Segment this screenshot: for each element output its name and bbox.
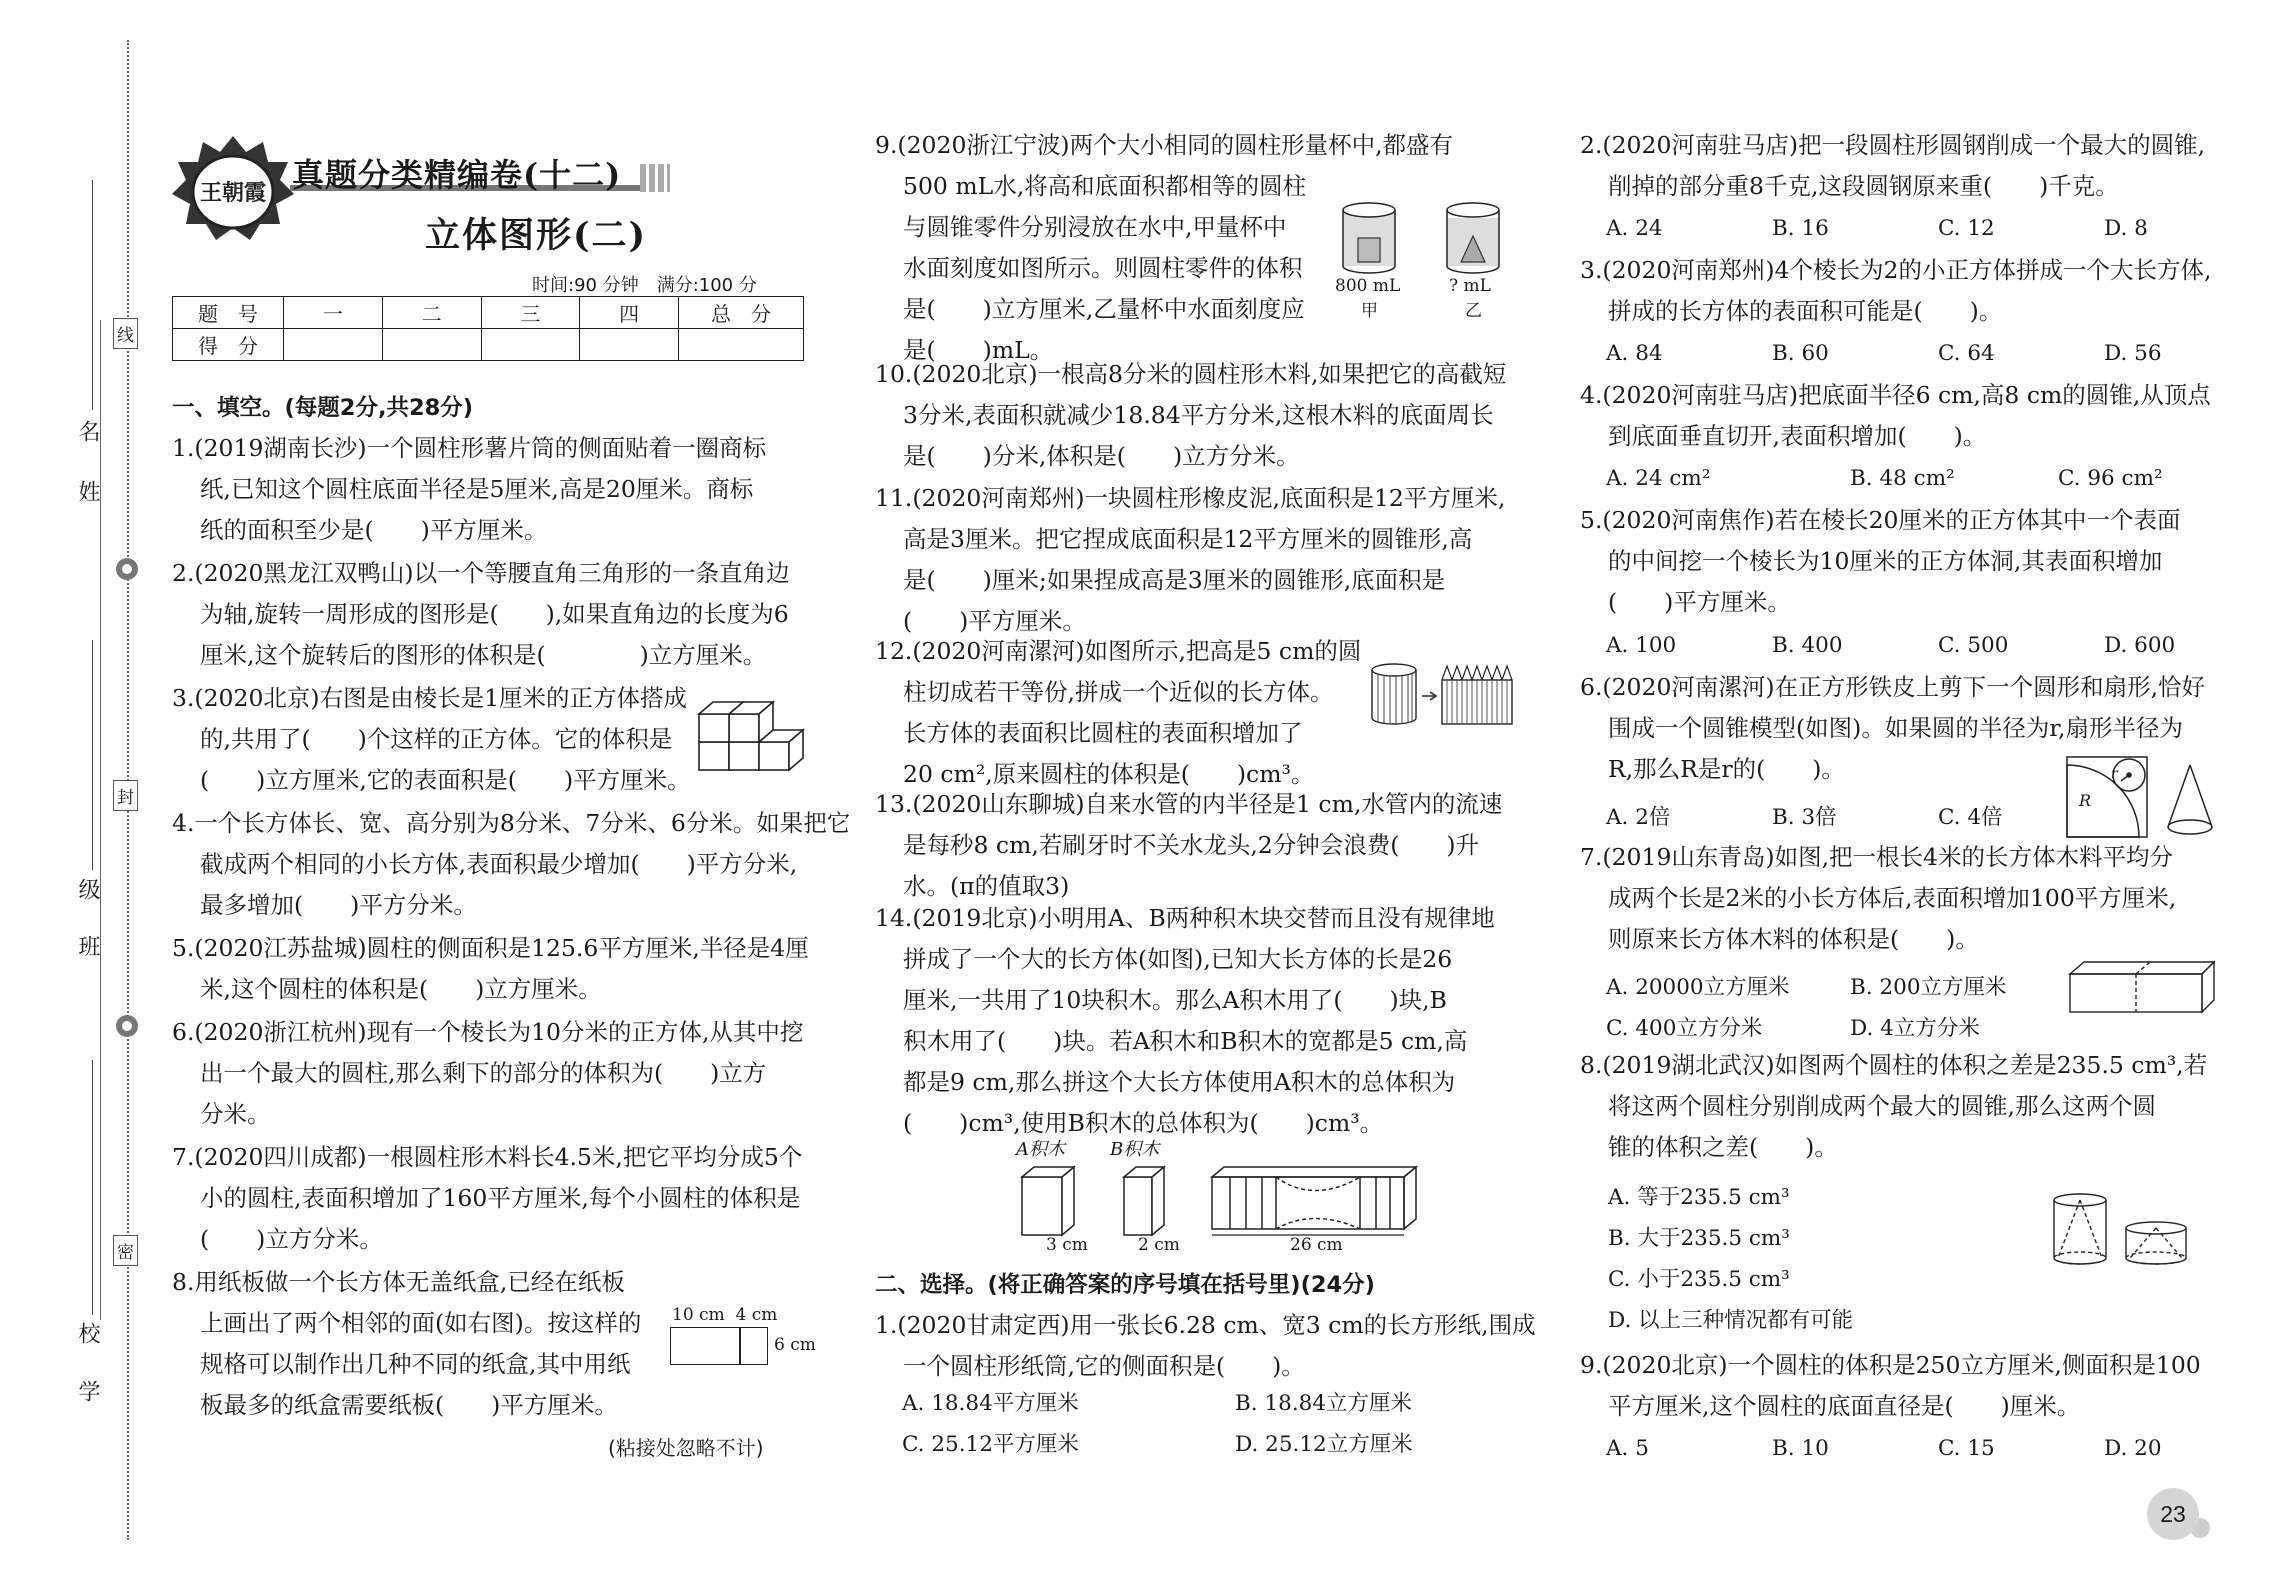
choice-question-9: 9.(2020北京)一个圆柱的体积是250立方厘米,侧面积是100 平方厘米,这个圆柱的底面直径是( )厘米。 [1580,1351,2201,1420]
table-cell: 得 分 [173,329,284,361]
option-c[interactable]: C. 15 [1938,1436,1995,1461]
fill-question-1: 1.(2019湖南长沙)一个圆柱形薯片筒的侧面贴着一圈商标 纸,已知这个圆柱底面半径是5厘米,高是20厘米。商标 纸的面积至少是( )平方厘米。 [172,434,767,544]
fill-question-3: 3.(2020北京)右图是由棱长是1厘米的正方体搭成 的,共用了( )个这样的正方体。它的体积是 ( )立方厘米,它的表面积是( )平方厘米。 [172,684,691,794]
school-field-line [92,1060,93,1315]
name-label-2: 名 [75,420,100,446]
class-label-1: 班 [75,935,100,961]
binding-mark-mi: 密 [113,1235,138,1266]
block-a-shape [1020,1165,1080,1237]
option-d[interactable]: D. 25.12立方厘米 [1235,1432,1413,1457]
cup-b-name: 乙 [1465,301,1482,321]
option-d[interactable]: D. 600 [2104,633,2176,658]
option-d[interactable]: D. 8 [2104,216,2148,241]
fill-question-13: 13.(2020山东聊城)自来水管的内半径是1 cm,水管内的流速 是每秒8 cm,若刷牙时不关水龙头,2分钟会浪费( )升 水。(π的值取3) [875,790,1503,900]
choice-question-3: 3.(2020河南郑州)4个棱长为2的小正方体拼成一个大长方体, 拼成的长方体的表面积可能是( )。 [1580,256,2212,325]
option-a[interactable]: A. 24 [1606,216,1663,241]
choice-question-6: 6.(2020河南漯河)在正方形铁皮上剪下一个圆形和扇形,恰好 围成一个圆锥模型(如图)。如果圆的半径为r,扇形半径为 R,那么R是r的( )。 [1580,673,2206,783]
cup-b-with-cone [1445,192,1501,274]
fill-question-6: 6.(2020浙江杭州)现有一个棱长为10分米的正方体,从其中挖 出一个最大的圆柱,那么剩下的部分的体积为( )立方 分米。 [172,1018,804,1128]
table-cell: 总 分 [679,297,804,329]
choice-question-2: 2.(2020河南驻马店)把一段圆柱形圆钢削成一个最大的圆锥, 削掉的部分重8千克,这段圆钢原来重( )千克。 [1580,131,2206,200]
cube-stack-figure [695,692,805,774]
option-a[interactable]: A. 84 [1606,341,1663,366]
block-b-shape [1122,1165,1170,1237]
option-b[interactable]: B. 大于235.5 cm³ [1608,1226,1790,1251]
swirl-icon [113,555,141,583]
svg-text:王朝霞: 王朝霞 [199,180,267,206]
choice-question-8: 8.(2019湖北武汉)如图两个圆柱的体积之差是235.5 cm³,若 将这两个圆柱分别削成两个最大的圆锥,那么这两个圆 锥的体积之差( )。 [1580,1051,2208,1161]
option-c[interactable]: C. 12 [1938,216,1995,241]
block-b-label: B积木 [1110,1139,1160,1160]
school-label-1: 学 [75,1380,100,1406]
option-b[interactable]: B. 16 [1772,216,1829,241]
name-label-1: 姓 [75,480,100,506]
cup-a-with-cylinder [1341,192,1397,274]
section1-title: 一、填空。(每题2分,共28分) [172,395,474,421]
option-d[interactable]: D. 4立方分米 [1850,1016,1980,1041]
option-b[interactable]: B. 400 [1772,633,1843,658]
score-input-cell[interactable] [580,329,679,361]
small-radius-label: r [2111,766,2118,782]
table-cell: 二 [382,297,481,329]
exam-title: 真题分类精编卷(十二) [292,156,622,194]
score-table-score-row [173,329,804,361]
option-c[interactable]: C. 小于235.5 cm³ [1608,1267,1790,1292]
score-input-cell[interactable] [481,329,580,361]
option-a[interactable]: A. 2倍 [1606,805,1671,830]
option-b[interactable]: B. 3倍 [1772,805,1837,830]
option-c[interactable]: C. 25.12平方厘米 [902,1432,1079,1457]
option-c[interactable]: C. 4倍 [1938,805,2003,830]
cone-net-figure [2065,755,2215,839]
fill-question-2: 2.(2020黑龙江双鸭山)以一个等腰直角三角形的一条直角边 为轴,旋转一周形成的图形是( ),如果直角边的长度为6 厘米,这个旋转后的图形的体积是( )立方厘米。 [172,559,790,669]
cup-a-value: 800 mL [1335,276,1401,296]
page-number: 23 [2147,1488,2199,1540]
option-c[interactable]: C. 96 cm² [2058,466,2163,491]
fill-question-10: 10.(2020北京)一根高8分米的圆柱形木料,如果把它的高截短 3分米,表面积就减少18.84平方分米,这根木料的底面周长 是( )分米,体积是( )立方分米。 [875,360,1507,470]
class-field-line [92,640,93,870]
option-b[interactable]: B. 18.84立方厘米 [1235,1391,1413,1416]
square-with-sector [2065,755,2149,839]
assembled-total-dim: 26 cm [1290,1235,1343,1255]
fill-question-5: 5.(2020江苏盐城)圆柱的侧面积是125.6平方厘米,半径是4厘 米,这个圆柱的体积是( )立方厘米。 [172,934,809,1003]
net-face-small [740,1327,768,1365]
choice-question-7: 7.(2019山东青岛)如图,把一根长4米的长方体木料平均分 成两个长是2米的小长方体后,表面积增加100平方厘米, 则原来长方体木料的体积是( )。 [1580,843,2177,953]
score-table-header-row [173,297,804,329]
fill-question-11: 11.(2020河南郑州)一块圆柱形橡皮泥,底面积是12平方厘米, 高是3厘米。把它捏成底面积是12平方厘米的圆锥形,高 是( )厘米;如果捏成高是3厘米的圆锥形,底面积是 ( )平方厘米。 [875,484,1506,635]
option-a[interactable]: A. 等于235.5 cm³ [1608,1185,1790,1210]
option-b[interactable]: B. 60 [1772,341,1829,366]
exam-subtitle: 立体图形(二) [425,215,648,256]
net-top-label: 10 cm 4 cm [672,1305,778,1325]
footnote: (粘接处忽略不计) [608,1436,764,1460]
option-a[interactable]: A. 18.84平方厘米 [902,1391,1079,1416]
block-a-label: A积木 [1016,1139,1065,1160]
table-cell: 一 [284,297,383,329]
section2-title: 二、选择。(将正确答案的序号填在括号里)(24分) [875,1272,1375,1298]
option-d[interactable]: D. 56 [2104,341,2162,366]
cup-a-name: 甲 [1361,301,1378,321]
measuring-cups-figure [1335,192,1515,322]
assembled-cuboid-shape [1210,1165,1420,1237]
score-input-cell[interactable] [284,329,383,361]
score-input-cell[interactable] [382,329,481,361]
option-c[interactable]: C. 500 [1938,633,2009,658]
block-a-dim: 3 cm [1046,1235,1088,1255]
logo-emblem [168,132,298,244]
long-cuboid-figure [2068,960,2218,1016]
net-face-big [670,1327,740,1365]
option-a[interactable]: A. 5 [1606,1436,1649,1461]
binding-mark-xian: 线 [113,318,138,349]
name-field-line [92,180,93,410]
net-side-label: 6 cm [774,1335,816,1355]
option-d[interactable]: D. 20 [2104,1436,2162,1461]
fill-question-9: 9.(2020浙江宁波)两个大小相同的圆柱形量杯中,都盛有 500 mL水,将高和底面积都相等的圆柱 与圆锥零件分别浸放在水中,甲量杯中 水面刻度如图所示。则圆柱零件的体积 是( )立方厘米,乙量杯中水面刻度应 是( )mL。 [875,131,1454,364]
class-label-2: 级 [75,878,100,904]
option-b[interactable]: B. 10 [1772,1436,1829,1461]
option-a[interactable]: A. 20000立方厘米 [1606,975,1790,1000]
block-b-dim: 2 cm [1138,1235,1180,1255]
choice-question-4: 4.(2020河南驻马店)把底面半径6 cm,高8 cm的圆锥,从顶点 到底面垂直切开,表面积增加( )。 [1580,381,2211,450]
swirl-icon [113,1012,141,1040]
exam-time-info: 时间:90 分钟 满分:100 分 [532,275,757,296]
fill-question-4: 4.一个长方体长、宽、高分别为8分米、7分米、6分米。如果把它 截成两个相同的小长方体,表面积最少增加( )平方分米, 最多增加( )平方分米。 [172,809,851,919]
score-table [172,296,804,361]
title-deco-squares [640,164,670,192]
choice-question-5: 5.(2020河南焦作)若在棱长20厘米的正方体其中一个表面 的中间挖一个棱长为10厘米的正方体洞,其表面积增加 ( )平方厘米。 [1580,506,2181,616]
option-c[interactable]: C. 64 [1938,341,1995,366]
fill-question-7: 7.(2020四川成都)一根圆柱形木料长4.5米,把它平均分成5个 小的圆柱,表面积增加了160平方厘米,每个小圆柱的体积是 ( )立方分米。 [172,1143,803,1253]
fill-question-12: 12.(2020河南漯河)如图所示,把高是5 cm的圆 柱切成若干等份,拼成一个近似的长方体。 长方体的表面积比圆柱的表面积增加了 20 cm²,原来圆柱的体积是( )cm³。 [875,637,1362,788]
cup-b-value: ? mL [1449,276,1491,296]
score-input-cell[interactable] [679,329,804,361]
option-a[interactable]: A. 100 [1606,633,1677,658]
table-cell: 四 [580,297,679,329]
table-cell: 三 [481,297,580,329]
school-label-2: 校 [75,1322,100,1348]
fill-question-14: 14.(2019北京)小明用A、B两种积木块交替而且没有规律地 拼成了一个大的长方体(如图),已知大长方体的长是26 厘米,一共用了10块积木。那么A积木用了( )块,B 积木用了( )块。若A积木和B积木的宽都是5 cm,高 都是9 cm,那么拼这个大长方体使用A积木的总体积为 ( )cm³,使用B积木的总体积为( )cm³。 [875,904,1495,1137]
option-a[interactable]: A. 24 cm² [1606,466,1711,491]
table-cell: 题 号 [173,297,284,329]
cone-shape [2165,763,2215,839]
blocks-figure [1010,1135,1430,1260]
cylinder-to-cuboid-figure [1368,660,1518,730]
binding-solid-line [100,320,101,1320]
binding-mark-feng: 封 [113,780,138,811]
net-figure [670,1305,830,1365]
sector-radius-label: R [2079,791,2092,810]
option-b[interactable]: B. 48 cm² [1850,466,1955,491]
choice-question-1: 1.(2020甘肃定西)用一张长6.28 cm、宽3 cm的长方形纸,围成 一个圆柱形纸筒,它的侧面积是( )。 [875,1311,1536,1380]
option-c[interactable]: C. 400立方分米 [1606,1016,1763,1041]
option-b[interactable]: B. 200立方厘米 [1850,975,2007,1000]
fill-question-8: 8.用纸板做一个长方体无盖纸盒,已经在纸板 上画出了两个相邻的面(如右图)。按这样的 规格可以制作出几种不同的纸盒,其中用纸 板最多的纸盒需要纸板( )平方厘米。 [172,1268,642,1419]
option-d[interactable]: D. 以上三种情况都有可能 [1608,1308,1854,1333]
two-cylinders-figure [2050,1190,2200,1270]
